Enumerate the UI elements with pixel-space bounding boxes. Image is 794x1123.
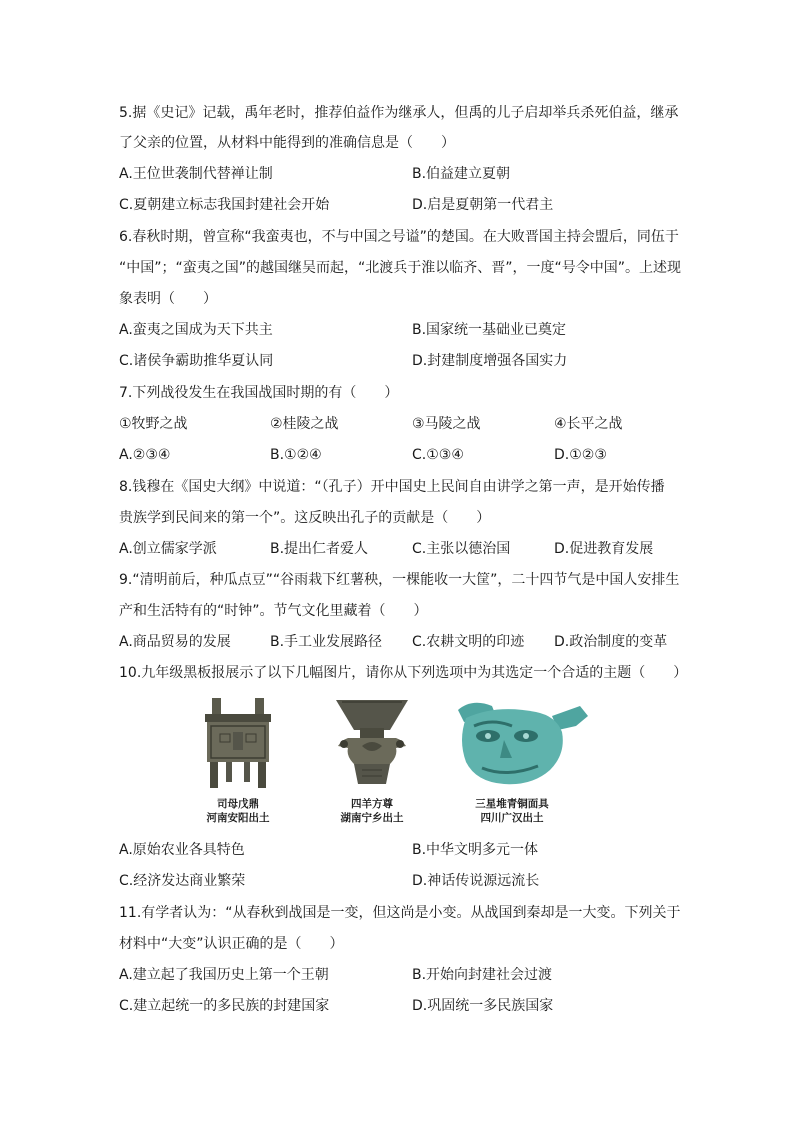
question-8-stem-line-1: 8.钱穆在《国史大纲》中说道：“（孔子）开中国史上民间自由讲学之第一声，是开始传播 bbox=[119, 479, 665, 495]
question-6-option-b: B.国家统一基础业已奠定 bbox=[412, 322, 567, 338]
sanxingdui-mask-image bbox=[452, 696, 592, 788]
question-5-stem-line-2: 了父亲的位置，从材料中能得到的准确信息是（ ） bbox=[119, 135, 455, 151]
question-8-stem-line-2: 贵族学到民间来的第一个”。这反映出孔子的贡献是（ ） bbox=[119, 510, 491, 526]
question-10-option-b: B.中华文明多元一体 bbox=[412, 842, 539, 858]
question-11-option-c: C.建立起统一的多民族的封建国家 bbox=[119, 998, 330, 1014]
question-6-stem-line-2: “中国”；“蛮夷之国”的越国继吴而起，“北渡兵于淮以临齐、晋”，一度“号令中国”。上述现 bbox=[119, 260, 682, 276]
four-ram-zun-name: 四羊方尊 bbox=[351, 798, 393, 810]
question-9-option-d: D.政治制度的变革 bbox=[554, 634, 668, 650]
question-7-item-2: ②桂陵之战 bbox=[270, 416, 339, 432]
question-10-option-a: A.原始农业各具特色 bbox=[119, 842, 245, 858]
sanxingdui-mask-caption bbox=[462, 797, 562, 825]
question-7-item-3: ③马陵之战 bbox=[412, 416, 481, 432]
question-5-option-a: A.王位世袭制代替禅让制 bbox=[119, 166, 273, 182]
question-9-option-c: C.农耕文明的印迹 bbox=[412, 634, 525, 650]
question-7-item-1: ①牧野之战 bbox=[119, 416, 188, 432]
question-7-option-d: D.①②③ bbox=[554, 447, 607, 463]
simuwu-ding-origin: 河南安阳出土 bbox=[206, 812, 270, 824]
question-8-option-a: A.创立儒家学派 bbox=[119, 541, 217, 557]
four-ram-zun-image bbox=[332, 694, 412, 790]
question-7-stem: 7.下列战役发生在我国战国时期的有（ ） bbox=[119, 385, 399, 401]
question-10-option-c: C.经济发达商业繁荣 bbox=[119, 873, 246, 889]
question-6-stem-line-3: 象表明（ ） bbox=[119, 291, 217, 307]
question-9-option-a: A.商品贸易的发展 bbox=[119, 634, 231, 650]
question-9-option-b: B.手工业发展路径 bbox=[270, 634, 383, 650]
question-6-option-d: D.封建制度增强各国实力 bbox=[412, 353, 568, 369]
question-8-option-d: D.促进教育发展 bbox=[554, 541, 654, 557]
question-10-stem: 10.九年级黑板报展示了以下几幅图片，请你从下列选项中为其选定一个合适的主题（ ） bbox=[119, 665, 688, 681]
sanxingdui-mask-origin: 四川广汉出土 bbox=[480, 812, 544, 824]
question-11-option-a: A.建立起了我国历史上第一个王朝 bbox=[119, 967, 329, 983]
question-6-stem-line-1: 6.春秋时期，曾宣称“我蛮夷也，不与中国之号谥”的楚国。在大败晋国主持会盟后，同伍于 bbox=[119, 229, 679, 245]
question-11-option-d: D.巩固统一多民族国家 bbox=[412, 998, 554, 1014]
question-11-stem-line-2: 材料中“大变”认识正确的是（ ） bbox=[119, 936, 344, 952]
simuwu-ding-image bbox=[198, 694, 278, 790]
question-9-stem-line-2: 产和生活特有的“时钟”。节气文化里藏着（ ） bbox=[119, 603, 428, 619]
question-11-stem-line-1: 11.有学者认为：“从春秋到战国是一变，但这尚是小变。从战国到秦却是一大变。下列关于 bbox=[119, 905, 681, 921]
question-8-option-c: C.主张以德治国 bbox=[412, 541, 511, 557]
question-5-option-c: C.夏朝建立标志我国封建社会开始 bbox=[119, 197, 330, 213]
question-10-option-d: D.神话传说源远流长 bbox=[412, 873, 540, 889]
question-7-option-b: B.①②④ bbox=[270, 447, 322, 463]
question-7-option-c: C.①③④ bbox=[412, 447, 464, 463]
question-5-stem-line-1: 5.据《史记》记载，禹年老时，推荐伯益作为继承人，但禹的儿子启却举兵杀死伯益，继承 bbox=[119, 105, 679, 121]
simuwu-ding-name: 司母戊鼎 bbox=[217, 798, 259, 810]
question-8-option-b: B.提出仁者爱人 bbox=[270, 541, 369, 557]
four-ram-zun-caption bbox=[332, 797, 412, 825]
question-6-option-c: C.诸侯争霸助推华夏认同 bbox=[119, 353, 274, 369]
question-7-option-a: A.②③④ bbox=[119, 447, 171, 463]
sanxingdui-mask-name: 三星堆青铜面具 bbox=[475, 798, 549, 810]
simuwu-ding-caption bbox=[198, 797, 278, 825]
question-6-option-a: A.蛮夷之国成为天下共主 bbox=[119, 322, 273, 338]
question-5-option-d: D.启是夏朝第一代君主 bbox=[412, 197, 554, 213]
question-7-item-4: ④长平之战 bbox=[554, 416, 623, 432]
four-ram-zun-origin: 湖南宁乡出土 bbox=[340, 812, 404, 824]
question-5-option-b: B.伯益建立夏朝 bbox=[412, 166, 511, 182]
question-9-stem-line-1: 9.“清明前后，种瓜点豆”“谷雨栽下红薯秧，一棵能收一大筐”，二十四节气是中国人安排生 bbox=[119, 572, 680, 588]
question-11-option-b: B.开始向封建社会过渡 bbox=[412, 967, 553, 983]
